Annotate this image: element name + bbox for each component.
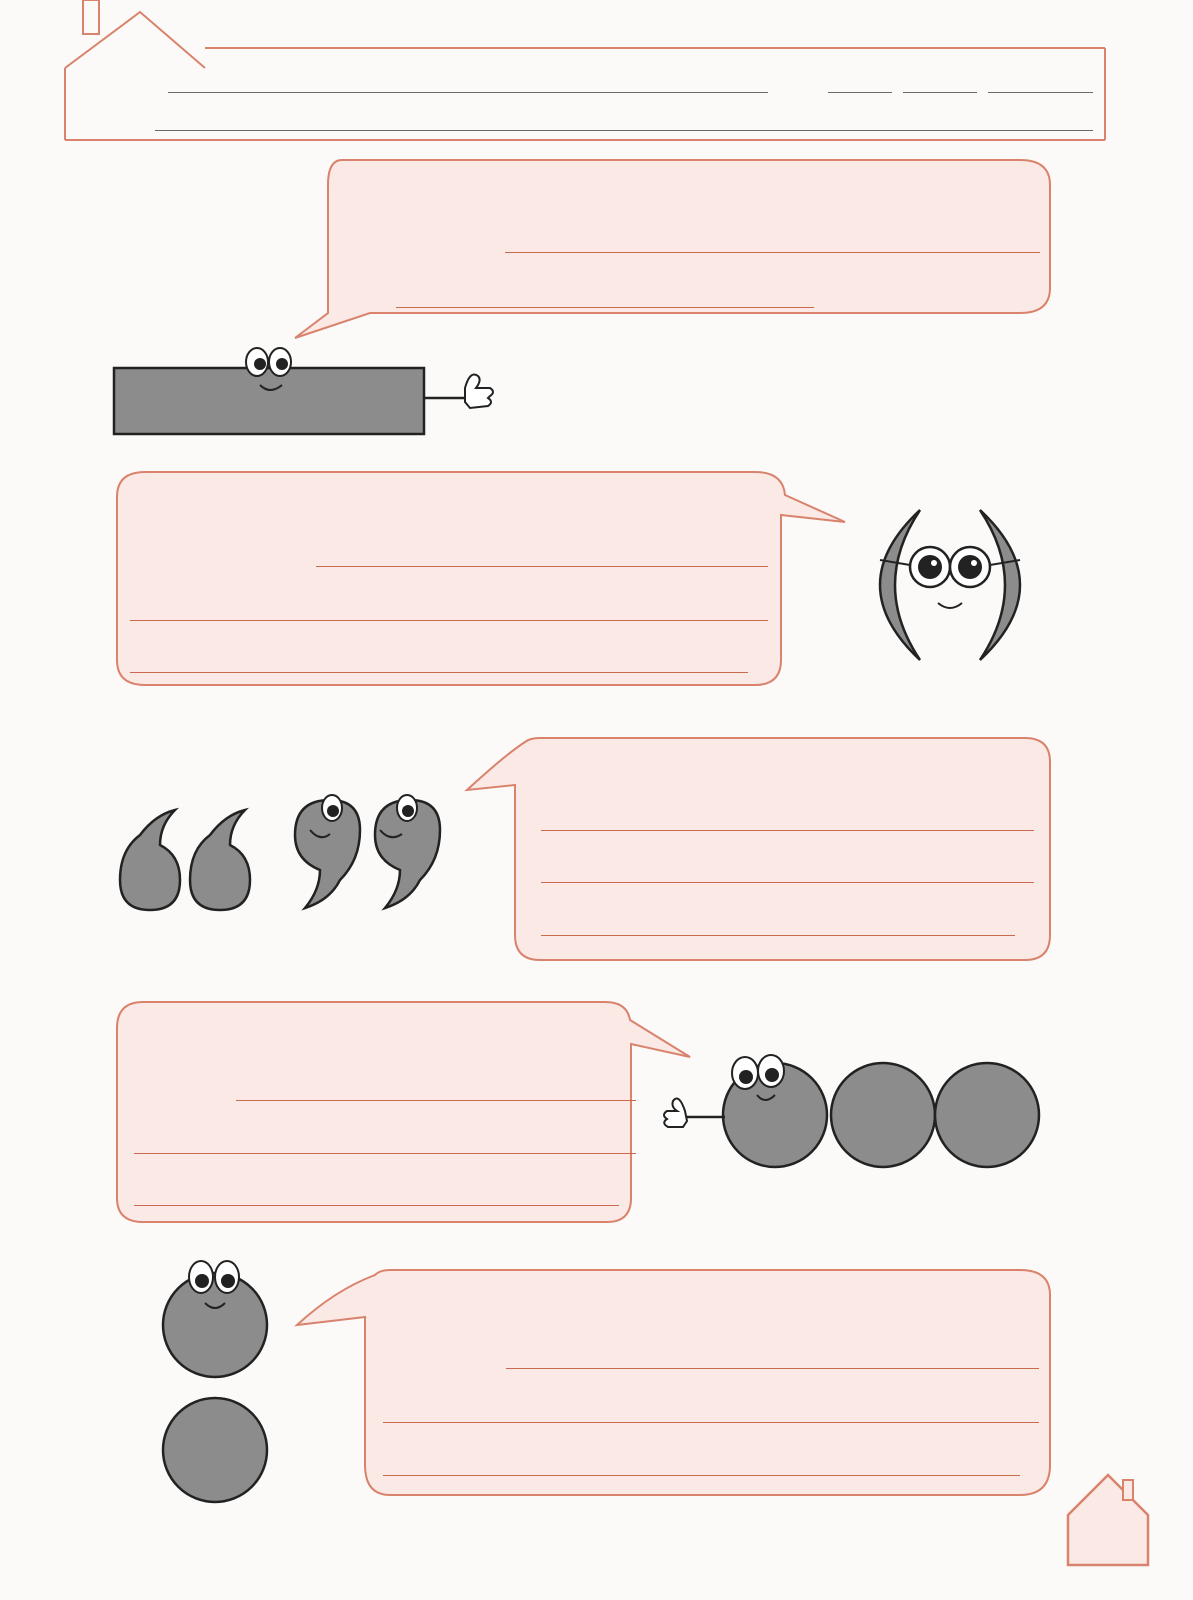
brick-row — [55, 1530, 1115, 1600]
answer-line[interactable] — [541, 830, 1034, 831]
answer-line[interactable] — [134, 1205, 619, 1206]
speech-bubble-dois-pontos — [295, 1265, 1055, 1500]
answer-line[interactable] — [541, 882, 1034, 883]
answer-line[interactable] — [134, 1153, 636, 1154]
speech-bubble-travessao — [290, 155, 1050, 345]
brick-column — [1115, 0, 1193, 1600]
answer-line[interactable] — [130, 620, 768, 621]
date-month-field[interactable] — [903, 92, 977, 93]
dash-character — [110, 340, 510, 440]
answer-line[interactable] — [541, 935, 1015, 936]
answer-line[interactable] — [383, 1422, 1039, 1423]
speech-bubble-parenteses — [115, 470, 855, 695]
quotation-marks-character — [115, 790, 455, 920]
speech-bubble-aspas — [465, 730, 1055, 965]
ellipsis-character — [665, 1045, 1055, 1175]
answer-line[interactable] — [396, 307, 814, 308]
answer-line[interactable] — [316, 566, 768, 567]
answer-line[interactable] — [130, 672, 748, 673]
page-number-house — [1063, 1470, 1153, 1570]
school-field[interactable] — [168, 92, 768, 93]
speech-bubble-reticencias — [115, 1000, 695, 1230]
date-year-field[interactable] — [988, 92, 1093, 93]
answer-line[interactable] — [505, 252, 1040, 253]
spiral-binding — [0, 0, 62, 1600]
parentheses-character — [850, 505, 1050, 665]
header-frame — [55, 0, 1115, 150]
answer-line[interactable] — [383, 1475, 1020, 1476]
name-field[interactable] — [155, 130, 1093, 131]
colon-character — [155, 1265, 275, 1505]
answer-line[interactable] — [506, 1368, 1039, 1369]
date-day-field[interactable] — [828, 92, 892, 93]
answer-line[interactable] — [236, 1100, 636, 1101]
